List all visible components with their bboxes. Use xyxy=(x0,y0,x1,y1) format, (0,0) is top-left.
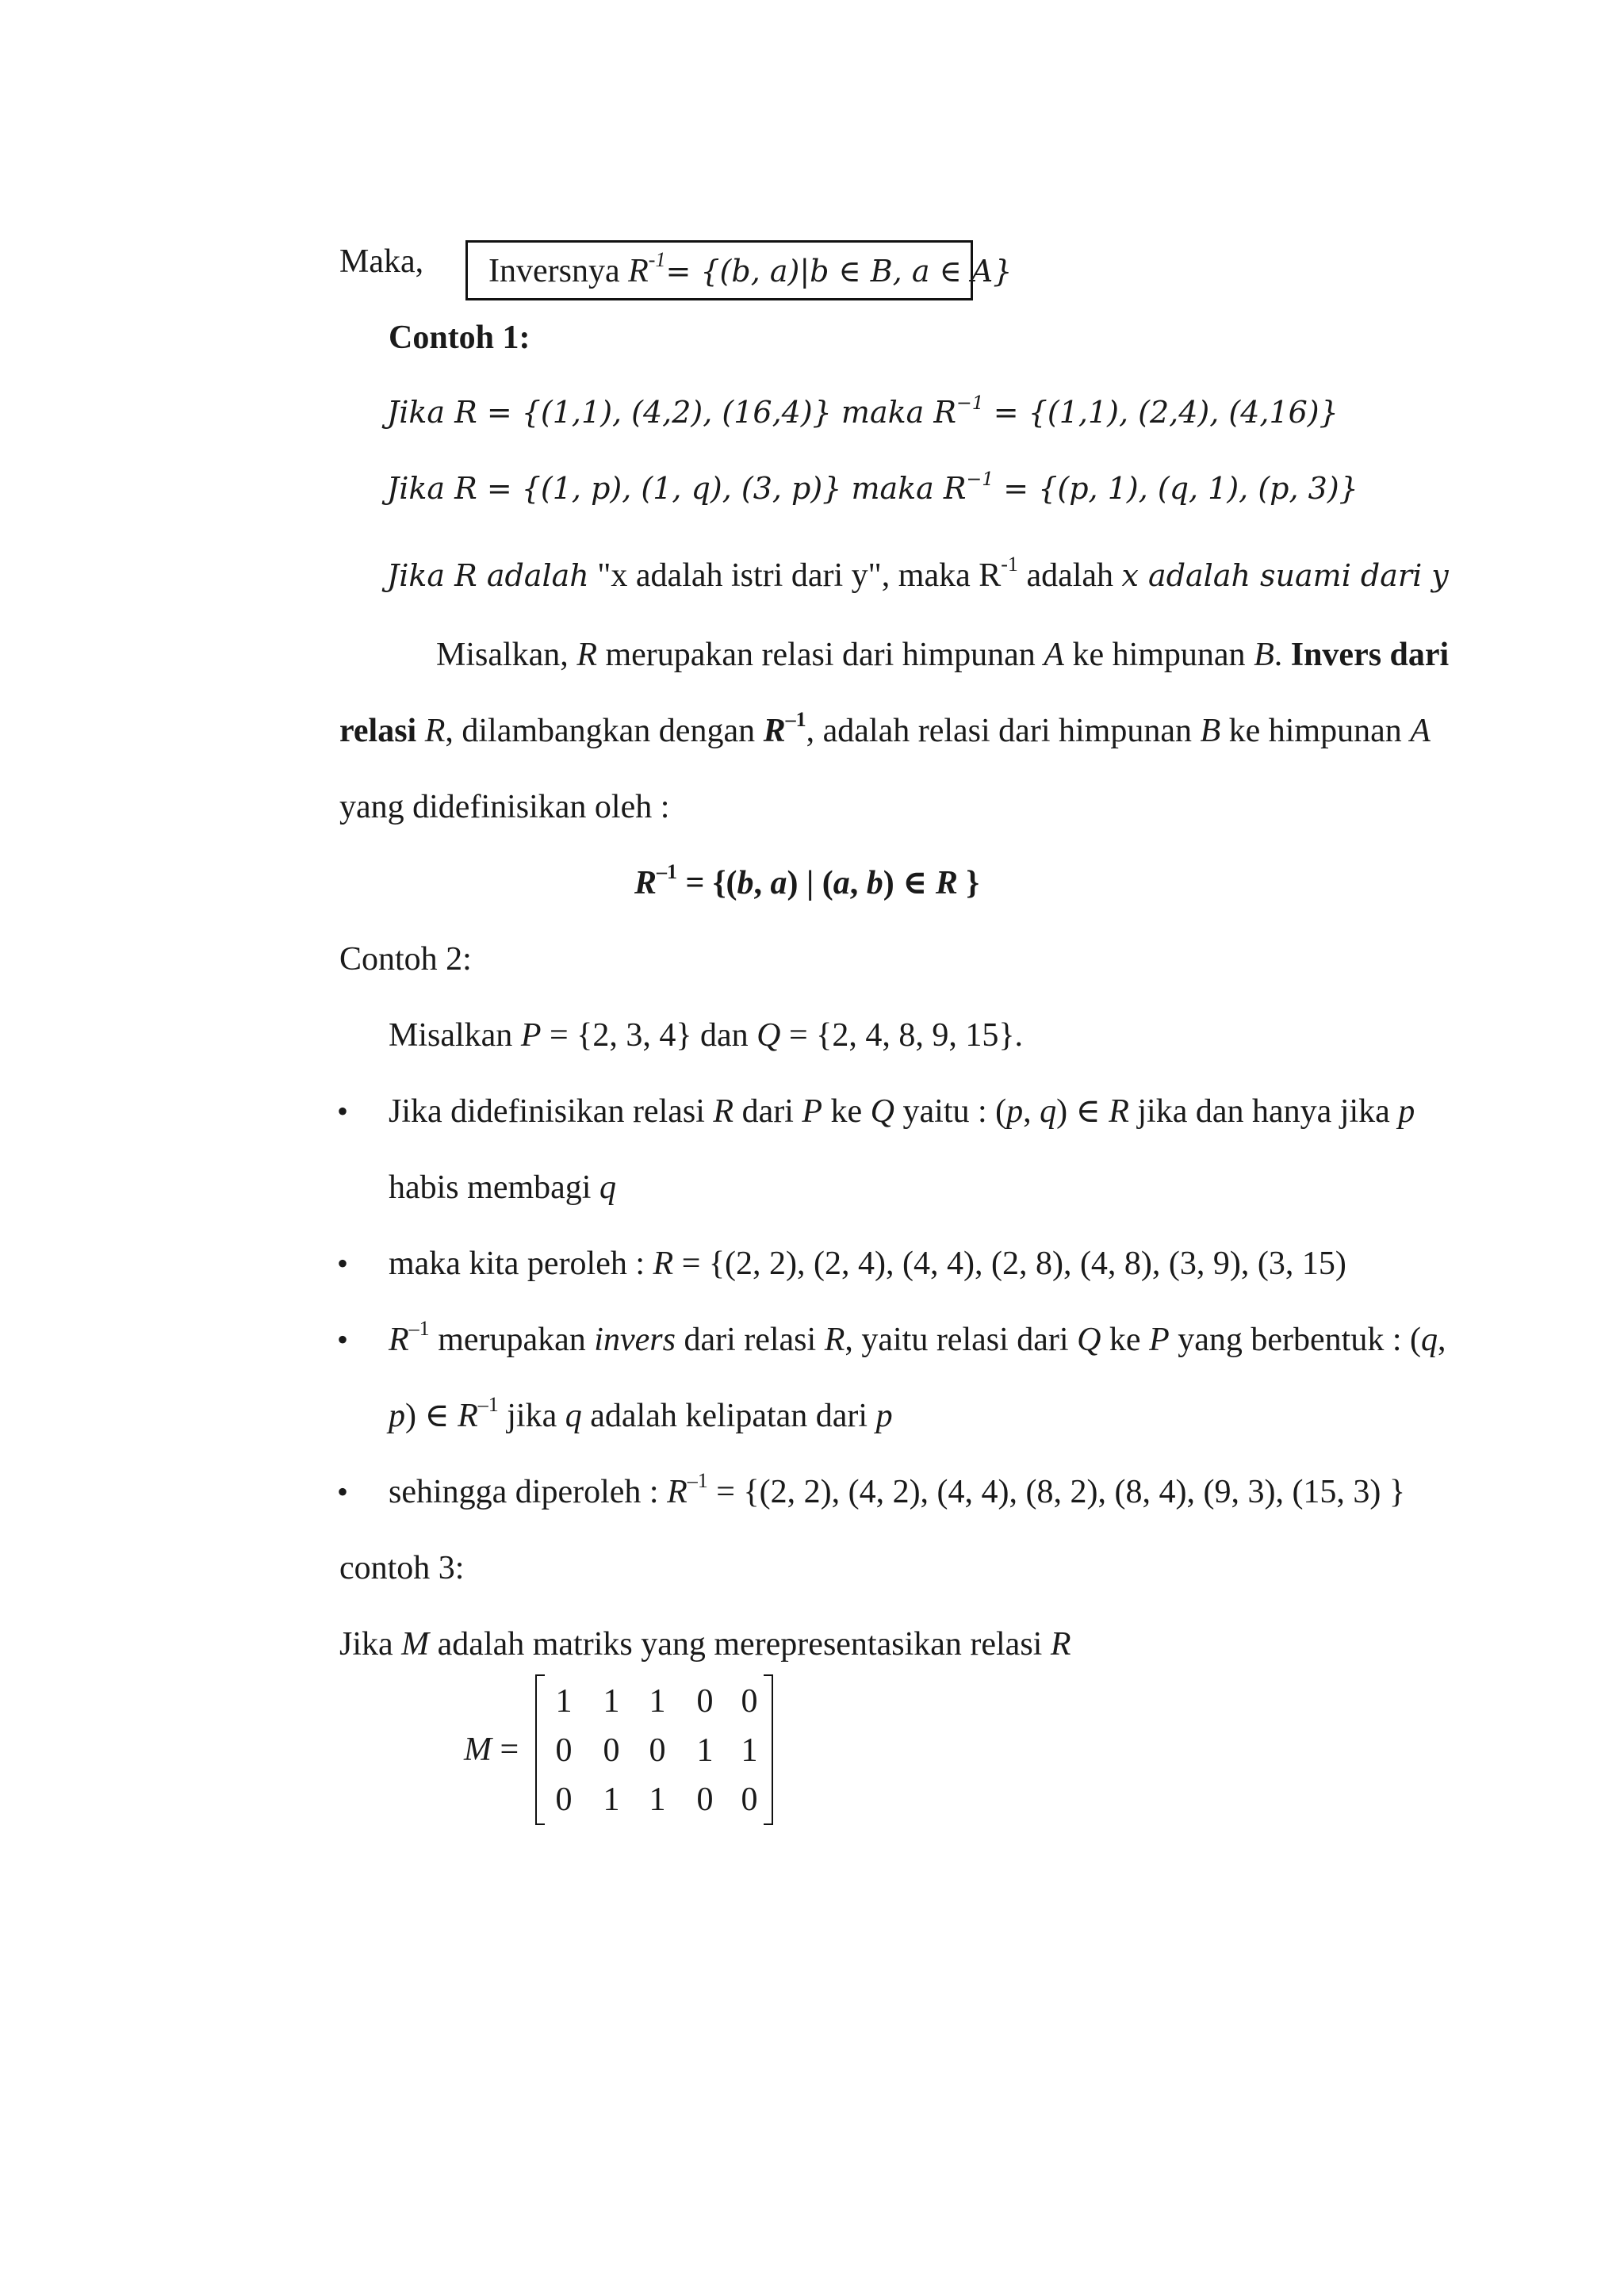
contoh2-bullet1-line1: Jika didefinisikan relasi R dari P ke Q yaitu : (p, q) ∈ R jika dan hanya jika p xyxy=(389,1093,1415,1130)
contoh1-line1: Jika R = {(1,1), (4,2), (16,4)} maka $R^{-1} = \{(1,1)$, (2,4), (4,16)} xyxy=(387,392,1339,430)
matrix-cell: 1 xyxy=(603,1781,620,1818)
matrix-cell: 1 xyxy=(555,1683,573,1720)
contoh2-line1: Misalkan P = {2, 3, 4} dan Q = {2, 4, 8, 9, 15}. xyxy=(389,1017,1023,1054)
contoh2-bullet3-line2: p) ∈ $R^{-1}$ jika q adalah kelipatan dari p xyxy=(389,1393,893,1434)
matrix-cell: 1 xyxy=(603,1683,620,1720)
bullet-4: • xyxy=(337,1474,349,1510)
relation-matrix xyxy=(535,1674,773,1825)
matrix-cell: 0 xyxy=(696,1683,714,1720)
matrix-grid xyxy=(535,1674,773,1825)
matrix-cell: 0 xyxy=(741,1683,758,1720)
definition-line1: Misalkan, R merupakan relasi dari himpunan A ke himpunan B. Invers dari xyxy=(436,637,1450,673)
contoh1-line2: Jika R = {(1, p), (1, q), (3, p)} maka $R^{-1} = \{(p$, 1), (q, 1), (p, 3)} xyxy=(387,468,1358,506)
contoh2-heading: Contoh 2: xyxy=(339,941,472,978)
contoh1-heading: Contoh 1: xyxy=(389,320,530,356)
matrix-cell: 1 xyxy=(696,1732,714,1769)
definition-line3: yang didefinisikan oleh : xyxy=(339,789,670,825)
inverse-definition-text: Inversnya $R^{-1}= \{(b$, a)|b ∈ B, a ∈ A} xyxy=(488,248,1013,289)
inverse-formula: $R^{-1} = \{(b$, a) | (a, b) ∈ R } xyxy=(634,860,979,901)
contoh3-heading: contoh 3: xyxy=(339,1550,465,1586)
matrix-cell: 1 xyxy=(649,1781,666,1818)
maka-text: Maka, xyxy=(339,243,424,280)
contoh1-line3: Jika R adalah "x adalah istri dari y", maka $R^{-1}$ adalah x adalah suami dari y xyxy=(387,553,1449,594)
matrix-cell: 0 xyxy=(741,1781,758,1818)
contoh3-line1: Jika M adalah matriks yang merepresentasikan relasi R xyxy=(339,1626,1071,1663)
matrix-cell: 1 xyxy=(741,1732,758,1769)
matrix-cell: 1 xyxy=(649,1683,666,1720)
matrix-label: M = xyxy=(464,1732,519,1768)
contoh2-bullet1-line2: habis membagi q xyxy=(389,1169,616,1206)
bullet-2: • xyxy=(337,1246,349,1281)
definition-line2: relasi R, dilambangkan dengan $R^{-1}$, adalah relasi dari himpunan B ke himpunan A xyxy=(339,708,1431,749)
contoh2-bullet2: maka kita peroleh : R = {(2, 2), (2, 4), (4, 4), (2, 8), (4, 8), (3, 9), (3, 15) xyxy=(389,1246,1346,1282)
contoh2-bullet4: sehingga diperoleh : $R^{-1} = \{(2$, 2), (4, 2), (4, 4), (8, 2), (8, 4), (9, 3), (15, 3) } xyxy=(389,1469,1406,1510)
matrix-cell: 0 xyxy=(649,1732,666,1769)
matrix-cell: 0 xyxy=(603,1732,620,1769)
bullet-3: • xyxy=(337,1322,349,1357)
contoh2-bullet3-line1: $R^{-1}$ merupakan invers dari relasi R, yaitu relasi dari Q ke P yang berbentuk : (q, xyxy=(389,1317,1446,1358)
matrix-cell: 0 xyxy=(696,1781,714,1818)
matrix-cell: 0 xyxy=(555,1732,573,1769)
bullet-1: • xyxy=(337,1093,349,1129)
matrix-cell: 0 xyxy=(555,1781,573,1818)
